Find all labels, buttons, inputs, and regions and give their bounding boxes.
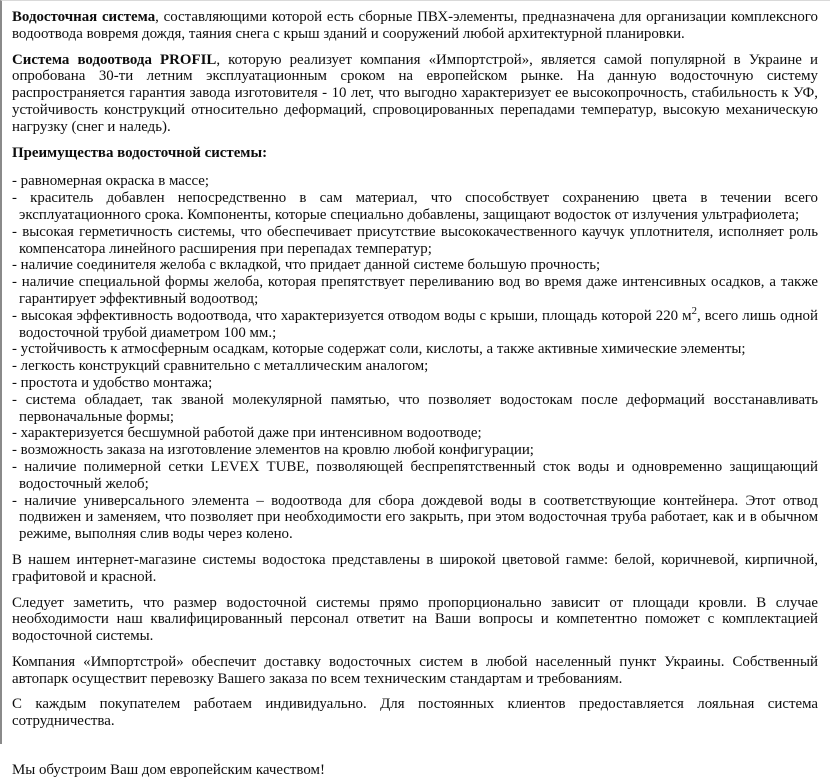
colors-paragraph: В нашем интернет-магазине системы водостока представлены в широкой цветовой гамме: белой, коричневой, кирпичной, графитовой и красной. <box>12 551 818 585</box>
advantage-item: - наличие специальной формы желоба, которая препятствует переливанию вод во время даже интенсивных осадков, а также гарантирует эффективный водоотвод; <box>12 274 818 307</box>
delivery-paragraph: Компания «Импортстрой» обеспечит доставку водосточных систем в любой населенный пункт Украины. Собственный автопарк осуществит перевозку Вашего заказа по всем техническим стандартам и требованиям. <box>12 653 818 687</box>
advantages-list <box>12 173 818 543</box>
advantage-item: - характеризуется бесшумной работой даже при интенсивном водоотводе; <box>12 425 482 442</box>
advantage-item: - возможность заказа на изготовление элементов на кровлю любой конфигурации; <box>12 442 534 459</box>
advantage-item: - равномерная окраска в массе; <box>12 173 210 190</box>
advantage-item: - краситель добавлен непосредственно в сам материал, что способствует сохранению цвета в течении всего эксплуатационного срока. Компоненты, которые специально добавлены, защищают водосток от излучения ультрафиолета; <box>12 190 818 223</box>
advantage-item-text: - высокая эффективность водоотвода, что характеризуется отводом воды с крыши, площадь которой 220 м <box>12 307 692 324</box>
advantage-item: - легкость конструкций сравнительно с металлическим аналогом; <box>12 358 429 375</box>
sizing-paragraph: Следует заметить, что размер водосточной системы прямо пропорционально зависит от площади кровли. В случае необходимости наш квалифицированный персонал ответит на Ваши вопросы и компетентно поможет с комплектацией водосточной системы. <box>12 594 818 645</box>
square-meter-superscript: 2 <box>691 304 697 317</box>
intro-lead-bold: Водосточная система <box>12 9 156 25</box>
advantage-item: - простота и удобство монтажа; <box>12 374 213 391</box>
advantage-item: - наличие универсального элемента – водоотвода для сбора дождевой воды в соответствующие контейнера. Этот отвод подвижен и заменяем, что позволяет при необходимости его закрыть, при этом водосточная труба работает, как и в обычном режиме, выполняя слив воды через колено. <box>12 492 818 543</box>
advantage-item: - наличие полимерной сетки LEVEX TUBE, позволяющей беспрепятственный сток воды и одновременно защищающий водосточный желоб; <box>12 458 818 492</box>
intro-text: , составляющими которой есть сборные ПВХ-элементы, предназначена для организации комплексного водоотвода вовремя дождя, таяния снега с крыш зданий и сооружений любой архитектурной планировки. <box>12 9 818 42</box>
advantage-item: - устойчивость к атмосферным осадкам, которые содержат соли, кислоты, а также активные химические элементы; <box>12 341 746 358</box>
profil-text: , которую реализует компания «Импортстрой», является самой популярной в Украине и опробована 30-ти летним эксплуатационным сроком на европейском рынке. На данную водосточную систему распространяется гарантия завода изготовителя - 10 лет, что выгодно характеризует ее высокопрочность, стабильность к УФ, устойчивость конструкций относительно деформаций, спровоцированных перепадами температур, высокую механическую нагрузку (снег и наледь). <box>12 51 818 135</box>
advantages-heading: Преимущества водосточной системы: <box>12 144 268 161</box>
profil-paragraph <box>12 52 818 136</box>
advantage-item: - высокая герметичность системы, что обеспечивает присутствие высококачественного каучук уплотнителя, исполняет роль компенсатора линейного расширения при перепадах температур; <box>12 223 818 257</box>
advantage-item: - наличие соединителя желоба с вкладкой, что придает данной системе большую прочность; <box>12 257 601 274</box>
drainage-article <box>12 9 818 779</box>
advantage-item <box>12 304 818 342</box>
intro-paragraph <box>12 9 818 43</box>
slogan: Мы обустроим Ваш дом европейским качеством! <box>12 762 325 779</box>
advantage-item-text: , всего лишь одной водосточной трубой диаметром 100 мм.; <box>19 307 818 341</box>
profil-lead-bold: Система водоотвода PROFIL <box>12 51 217 68</box>
advantage-item: - система обладает, так званой молекулярной памятью, что позволяет водостокам после деформаций восстанавливать первоначальные формы; <box>12 391 818 425</box>
loyalty-paragraph: С каждым покупателем работаем индивидуально. Для постоянных клиентов предоставляется лояльная система сотрудничества. <box>12 696 818 730</box>
